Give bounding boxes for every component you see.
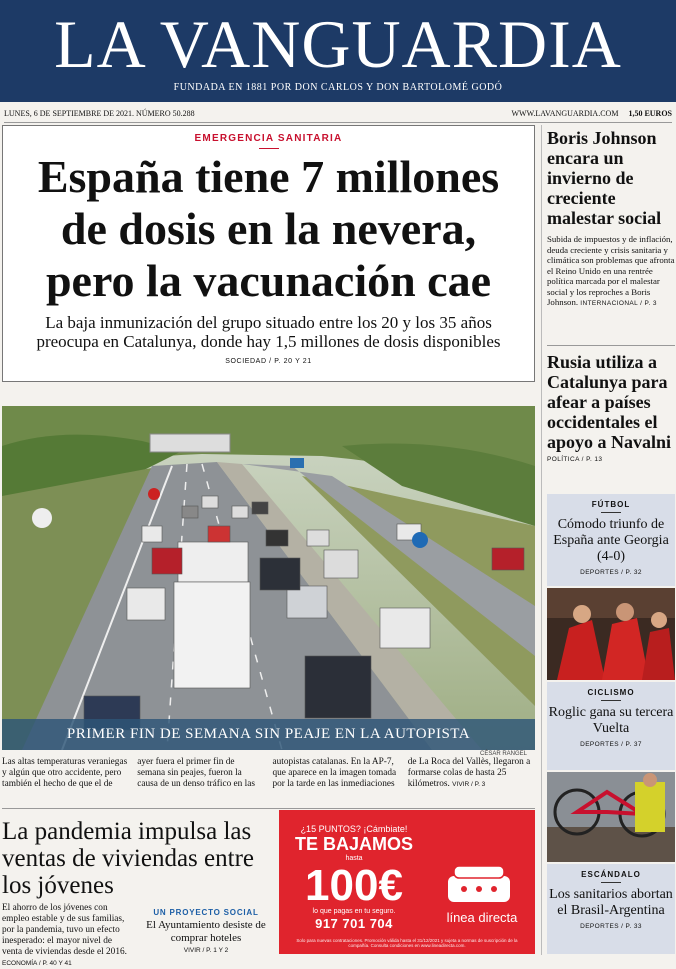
highway-photo[interactable] <box>2 406 535 750</box>
linea-directa-ad[interactable] <box>279 810 535 954</box>
johnson-headline[interactable]: Boris Johnson encara un invierno de creciente malestar social <box>547 128 662 228</box>
highway-image <box>2 406 535 750</box>
housing-body <box>2 903 133 969</box>
social-kicker: UN PROYECTO SOCIAL <box>153 908 259 917</box>
kicker-divider <box>601 512 621 513</box>
kicker-divider <box>601 882 621 883</box>
johnson-body-text: Subida de impuestos y de inflación, deuda creciente y crisis sanitaria y climática son problemas que afronta el Reino Unido en una rentrée política marcada por el malestar social y los reproches a Boris Johnson. <box>547 234 675 307</box>
sports-box-scandal[interactable] <box>547 864 675 954</box>
lead-subheadline <box>3 313 534 351</box>
founded-line: FUNDADA EN 1881 POR DON CARLOS Y DON BARTOLOMÉ GODÓ <box>173 82 503 93</box>
cycling-kicker: CICLISMO <box>587 688 635 697</box>
issue-date: LUNES, 6 DE SEPTIEMBRE DE 2021. NÚMERO 50.288 <box>4 109 195 118</box>
football-image <box>547 588 675 680</box>
website-link[interactable]: WWW.LAVANGUARDIA.COM <box>511 109 619 118</box>
football-title[interactable]: Cómodo triunfo de España ante Georgia (4-0) <box>553 517 669 564</box>
johnson-page-ref: INTERNACIONAL / P. 3 <box>580 300 657 307</box>
sports-box-cycling[interactable] <box>547 682 675 770</box>
newspaper-logo[interactable]: LA VANGUARDIA <box>54 6 622 82</box>
lead-story[interactable] <box>2 125 535 382</box>
football-photo[interactable] <box>547 588 675 680</box>
lead-headline-line: de dosis en la nevera, <box>60 203 477 254</box>
football-kicker: FÚTBOL <box>591 500 631 509</box>
football-page-ref: DEPORTES / P. 32 <box>580 569 642 576</box>
scandal-kicker: ESCÁNDALO <box>581 870 641 879</box>
lead-kicker: EMERGENCIA SANITARIA <box>194 133 343 144</box>
divider <box>2 808 535 809</box>
sports-box-football[interactable] <box>547 494 675 586</box>
photo-credit: CÉSAR RANGEL <box>480 751 528 757</box>
ad-phone[interactable]: 917 701 704 <box>315 916 393 931</box>
lead-headline[interactable] <box>3 151 534 307</box>
photo-text <box>2 757 535 790</box>
cycling-page-ref: DEPORTES / P. 37 <box>580 741 642 748</box>
cycling-photo[interactable] <box>547 772 675 862</box>
column-divider <box>541 125 542 955</box>
dateline <box>4 109 672 123</box>
lead-headline-line: España tiene 7 millones <box>37 151 500 202</box>
russia-page-ref: POLÍTICA / P. 13 <box>547 456 603 463</box>
lead-page-ref: SOCIEDAD / P. 20 Y 21 <box>225 358 312 365</box>
housing-body-text: El ahorro de los jóvenes con empleo estable y de sus familias, por la pandemia, tuvo un efecto inesperado: el mayor nivel de venta de viviendas desde el 2016. <box>2 903 127 957</box>
housing-headline[interactable]: La pandemia impulsa las ventas de viviendas entre los jóvenes <box>2 818 254 899</box>
ad-amount: 100€ <box>305 861 403 910</box>
telephone-icon <box>444 860 514 906</box>
social-page-ref: VIVIR / P. 1 Y 2 <box>183 947 229 954</box>
ad-fine-print: Solo para nuevas contrataciones. Promoción válida hasta el 31/12/2021 y sujeta a normas de suscripción de la compañía. Consulta condiciones en www.lineadirecta.com. <box>296 938 518 948</box>
social-title[interactable]: El Ayuntamiento desiste de comprar hoteles <box>146 919 266 944</box>
sidebar-story-johnson[interactable] <box>547 128 675 310</box>
cycling-title[interactable]: Roglic gana su tercera Vuelta <box>548 705 674 736</box>
masthead <box>0 0 676 102</box>
kicker-divider <box>259 148 279 149</box>
sidebar-story-russia[interactable] <box>547 352 675 463</box>
scandal-page-ref: DEPORTES / P. 33 <box>580 923 642 930</box>
johnson-body <box>547 234 675 310</box>
ad-line-2: TE BAJAMOS <box>294 834 413 854</box>
ad-brand-logo: línea directa <box>446 910 518 925</box>
lead-sub-line: La baja inmunización del grupo situado entre los 20 y los 35 años <box>45 313 492 332</box>
photo-caption: PRIMER FIN DE SEMANA SIN PEAJE EN LA AUTOPISTA <box>2 719 535 750</box>
photo-page-ref: VIVIR / P. 3 <box>452 781 486 788</box>
social-project-story[interactable] <box>140 908 272 954</box>
russia-headline[interactable]: Rusia utiliza a Catalunya para afear a países occidentales el apoyo a Navalni <box>547 352 672 452</box>
ad-line-1: ¿15 PUNTOS? ¡Cámbiate! <box>300 824 408 834</box>
housing-page-ref: ECONOMÍA / P. 40 Y 41 <box>2 960 72 967</box>
kicker-divider <box>601 700 621 701</box>
divider <box>547 345 675 346</box>
price: 1,50 EUROS <box>628 109 672 118</box>
photo-text-body: Las altas temperaturas veraniegas y algún que otro accidente, pero también el hecho de que el de ayer fuera el primer fin de semana sin peajes, fueron la causa de un denso tráfico en las autopistas catalanas. En la AP-7, que aparece en la imagen tomada por la tarde en las inmediaciones de La Roca del Vallès, llegaron a formarse colas de hasta 25 kilómetros. <box>2 757 531 789</box>
ad-line-4: lo que pagas en tu seguro. <box>312 908 396 915</box>
cycling-image <box>547 772 675 862</box>
lead-sub-line: preocupa en Catalunya, donde hay 1,5 millones de dosis disponibles <box>36 332 501 351</box>
lead-headline-line: pero la vacunación cae <box>45 255 492 306</box>
ad-line-3: hasta <box>345 855 363 862</box>
scandal-title[interactable]: Los sanitarios abortan el Brasil-Argentina <box>549 887 673 918</box>
